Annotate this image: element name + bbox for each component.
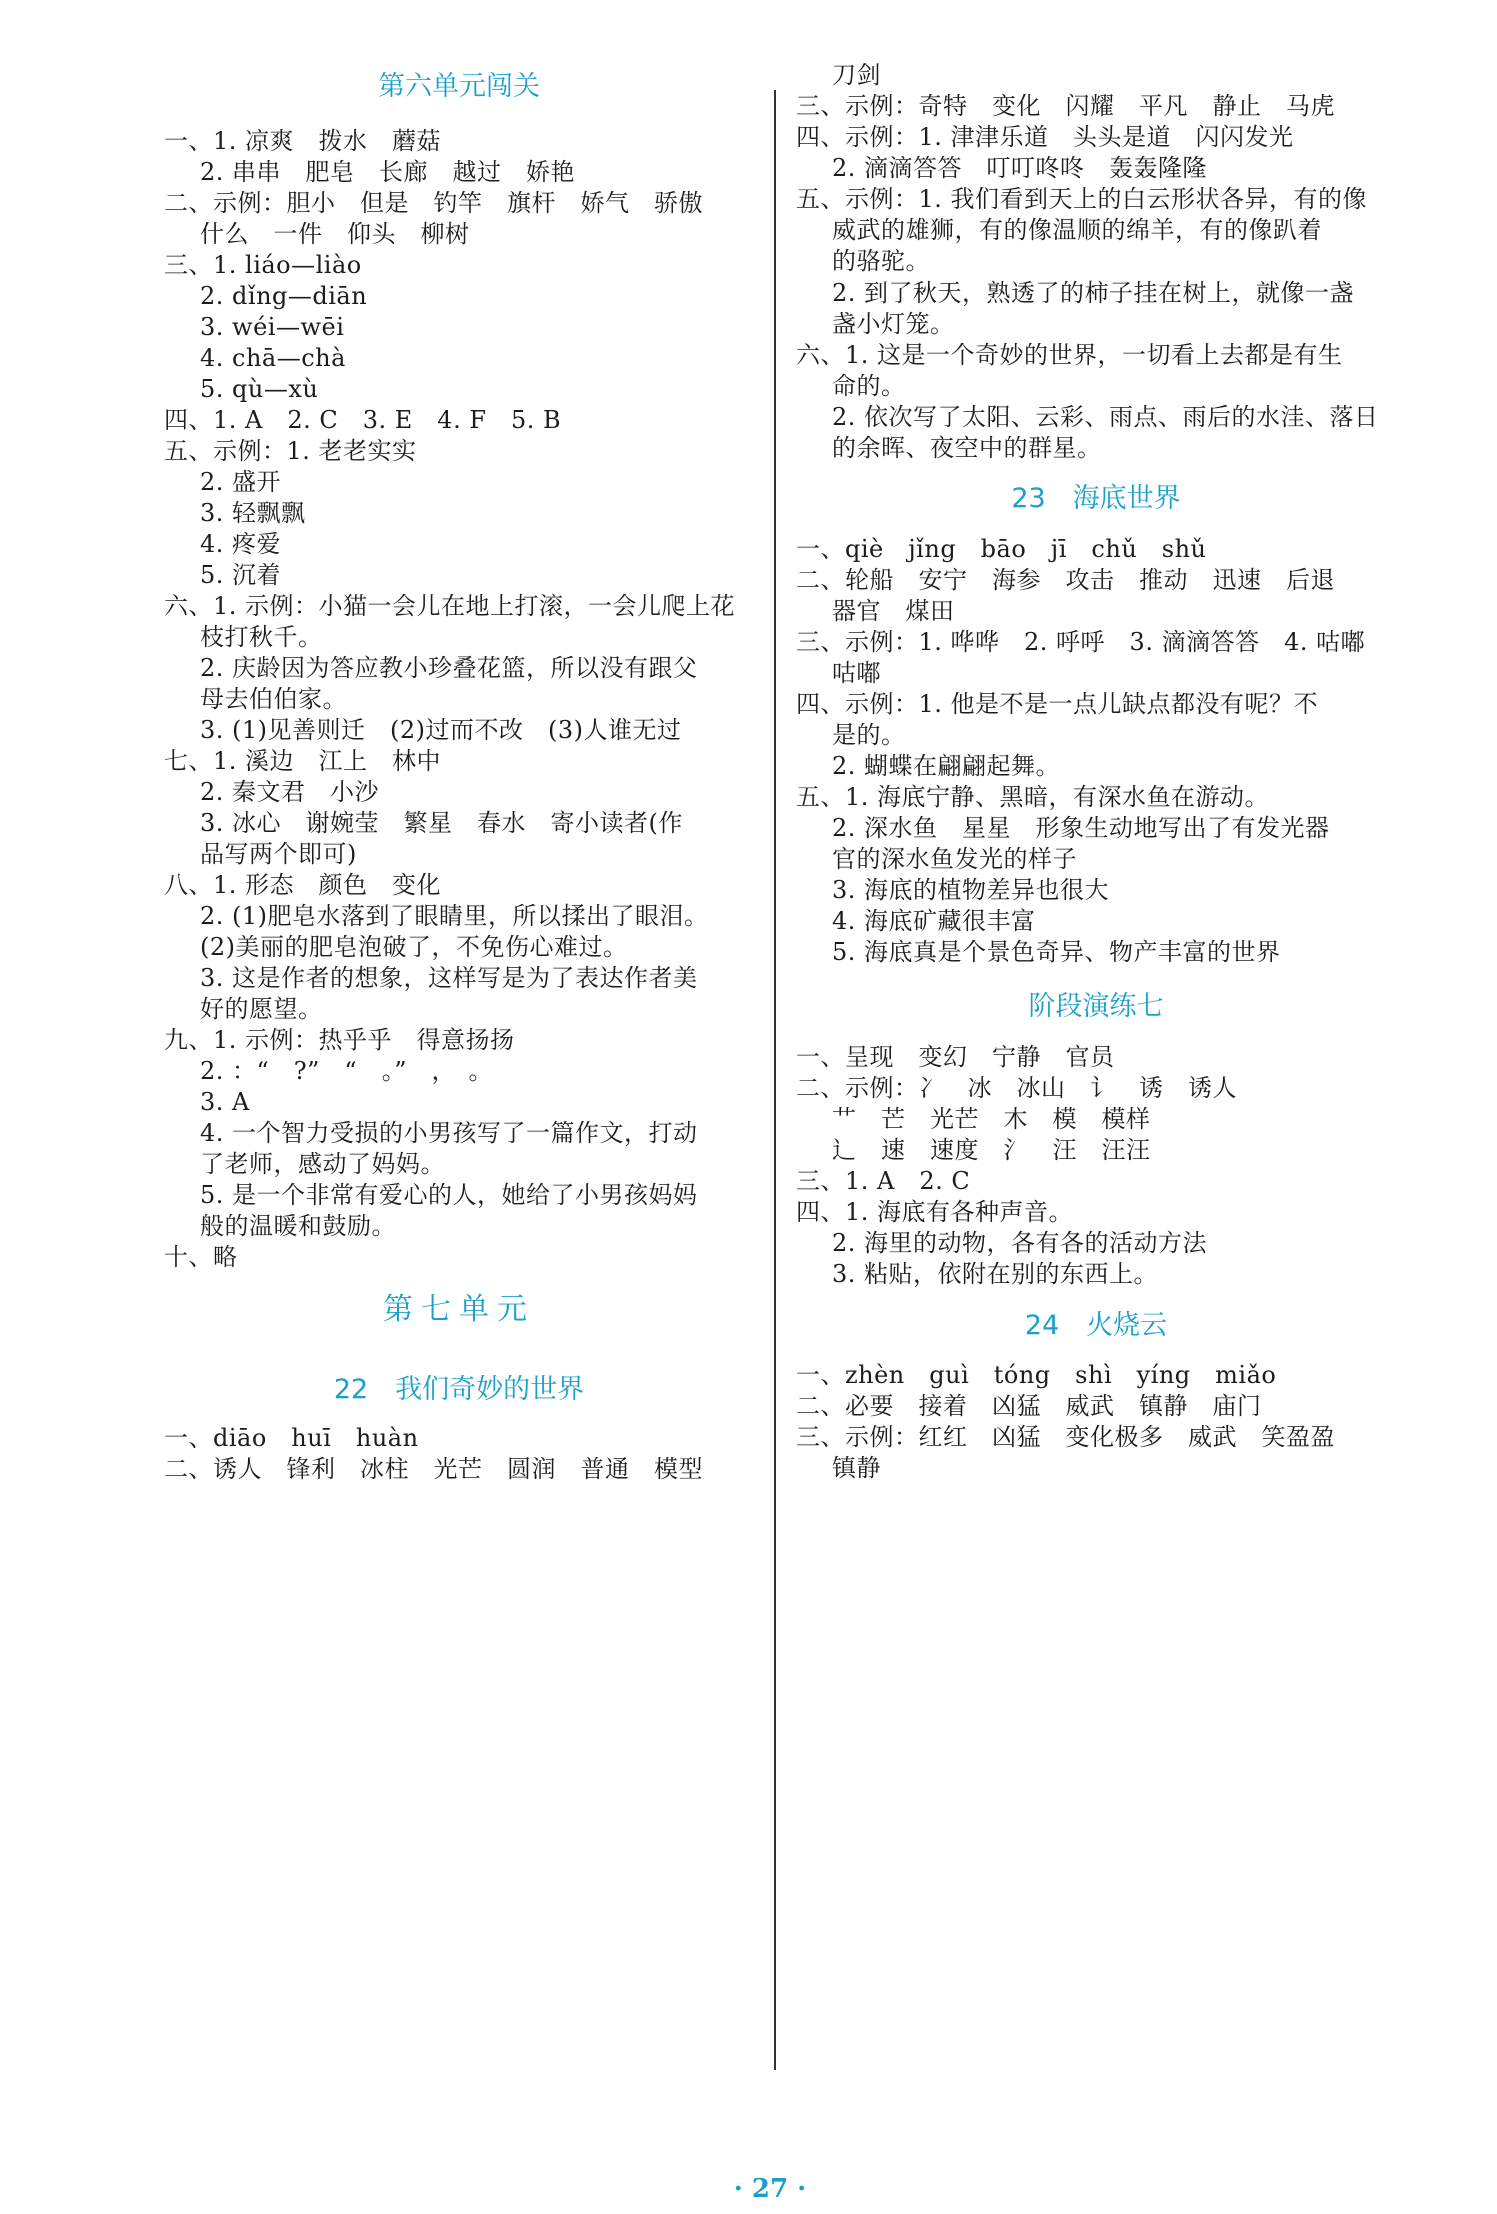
answer-line: 3. wéi—wēi xyxy=(200,313,345,341)
answer-line: 五、1. 海底宁静、黑暗，有深水鱼在游动。 xyxy=(796,783,1270,811)
answer-line: 命的。 xyxy=(832,372,906,400)
answer-line: 2. (1)肥皂水落到了眼睛里，所以揉出了眼泪。 xyxy=(200,902,709,930)
answer-line: 四、1. 海底有各种声音。 xyxy=(796,1198,1074,1226)
answer-line: 5. 海底真是个景色奇异、物产丰富的世界 xyxy=(832,938,1281,966)
answer-line: 十、略 xyxy=(164,1243,238,1271)
section-title-unit7: 第七单元 xyxy=(383,1292,535,1327)
answer-line: 3. A xyxy=(200,1088,250,1116)
answer-line: 官的深水鱼发光的样子 xyxy=(832,845,1077,873)
column-divider xyxy=(774,90,776,2070)
answer-line: 好的愿望。 xyxy=(200,995,323,1023)
answer-line: 4. 疼爱 xyxy=(200,530,282,558)
answer-line: 三、示例：红红 凶猛 变化极多 威武 笑盈盈 xyxy=(796,1423,1335,1451)
answer-line: 一、diāo huī huàn xyxy=(164,1424,419,1452)
answer-line: 二、示例：冫 冰 冰山 讠 诱 诱人 xyxy=(796,1074,1237,1102)
answer-line: 威武的雄狮，有的像温顺的绵羊，有的像趴着 xyxy=(832,216,1322,244)
answer-line: 2. 蝴蝶在翩翩起舞。 xyxy=(832,752,1061,780)
answer-line: 5. 是一个非常有爱心的人，她给了小男孩妈妈 xyxy=(200,1181,698,1209)
answer-line: 母去伯伯家。 xyxy=(200,685,347,713)
answer-line: 五、示例：1. 我们看到天上的白云形状各异，有的像 xyxy=(796,185,1368,213)
answer-line: 六、1. 示例：小猫一会儿在地上打滚，一会儿爬上花 xyxy=(164,592,736,620)
answer-line: 四、示例：1. 津津乐道 头头是道 闪闪发光 xyxy=(796,123,1294,151)
answer-line: 3. 冰心 谢婉莹 繁星 春水 寄小读者(作 xyxy=(200,809,683,837)
answer-line: 六、1. 这是一个奇妙的世界，一切看上去都是有生 xyxy=(796,341,1343,369)
answer-line: 2. 深水鱼 星星 形象生动地写出了有发光器 xyxy=(832,814,1330,842)
answer-line: 2. 依次写了太阳、云彩、雨点、雨后的水洼、落日 xyxy=(832,403,1379,431)
answer-line: (2)美丽的肥皂泡破了，不免伤心难过。 xyxy=(200,933,628,961)
answer-line: 2. 海里的动物，各有各的活动方法 xyxy=(832,1229,1208,1257)
answer-line: 是的。 xyxy=(832,721,906,749)
answer-line: 2. 滴滴答答 叮叮咚咚 轰轰隆隆 xyxy=(832,154,1208,182)
answer-line: 九、1. 示例：热乎乎 得意扬扬 xyxy=(164,1026,515,1054)
answer-line: 般的温暖和鼓励。 xyxy=(200,1212,396,1240)
answer-line: 盏小灯笼。 xyxy=(832,310,955,338)
answer-line: 2. 串串 肥皂 长廊 越过 娇艳 xyxy=(200,158,576,186)
answer-line: 2. 秦文君 小沙 xyxy=(200,778,380,806)
answer-line: 咕嘟 xyxy=(832,659,881,687)
lesson-title-23: 23 海底世界 xyxy=(1011,483,1181,514)
section-title-practice7: 阶段演练七 xyxy=(1028,991,1164,1022)
answer-line: 三、1. A 2. C xyxy=(796,1167,971,1195)
answer-line: 4. 一个智力受损的小男孩写了一篇作文，打动 xyxy=(200,1119,698,1147)
answer-line: 3. 海底的植物差异也很大 xyxy=(832,876,1110,904)
answer-line: 一、zhèn guì tóng shì yíng miǎo xyxy=(796,1361,1277,1389)
answer-line: 二、示例：胆小 但是 钓竿 旗杆 娇气 骄傲 xyxy=(164,189,703,217)
answer-line: 3. (1)见善则迁 (2)过而不改 (3)人谁无过 xyxy=(200,716,682,744)
answer-line: 艹 芒 光芒 木 模 模样 xyxy=(832,1105,1151,1133)
answer-line: 一、呈现 变幻 宁静 官员 xyxy=(796,1043,1115,1071)
answer-line: 三、示例：奇特 变化 闪耀 平凡 静止 马虎 xyxy=(796,92,1335,120)
answer-line: 什么 一件 仰头 柳树 xyxy=(200,220,470,248)
answer-line: 5. 沉着 xyxy=(200,561,282,589)
answer-line: 3. 这是作者的想象，这样写是为了表达作者美 xyxy=(200,964,698,992)
answer-line: 二、轮船 安宁 海参 攻击 推动 迅速 后退 xyxy=(796,566,1335,594)
answer-line: 二、必要 接着 凶猛 威武 镇静 庙门 xyxy=(796,1392,1262,1420)
answer-line: 二、诱人 锋利 冰柱 光芒 圆润 普通 模型 xyxy=(164,1455,703,1483)
answer-line: 2. dǐng—diān xyxy=(200,282,368,310)
answer-line: 四、1. A 2. C 3. E 4. F 5. B xyxy=(164,406,562,434)
answer-line: 3. 粘贴，依附在别的东西上。 xyxy=(832,1260,1159,1288)
answer-line: 的骆驼。 xyxy=(832,247,930,275)
answer-line: 七、1. 溪边 江上 林中 xyxy=(164,747,442,775)
answer-line: 4. chā—chà xyxy=(200,344,346,372)
answer-line: 五、示例：1. 老老实实 xyxy=(164,437,417,465)
answer-line: 一、qiè jǐng bāo jī chǔ shǔ xyxy=(796,535,1207,563)
answer-line: 2. 到了秋天，熟透了的柿子挂在树上，就像一盏 xyxy=(832,279,1355,307)
answer-line: 4. 海底矿藏很丰富 xyxy=(832,907,1036,935)
answer-line: 一、1. 凉爽 拨水 蘑菇 xyxy=(164,127,442,155)
answer-line: 了老师，感动了妈妈。 xyxy=(200,1150,445,1178)
answer-line: 三、1. liáo—liào xyxy=(164,251,362,279)
section-title-unit6: 第六单元闯关 xyxy=(378,71,540,102)
lesson-title-22: 22 我们奇妙的世界 xyxy=(333,1374,585,1405)
lesson-title-24: 24 火烧云 xyxy=(1024,1310,1168,1341)
answer-line: 2. 庆龄因为答应教小珍叠花篮，所以没有跟父 xyxy=(200,654,698,682)
answer-line: 枝打秋千。 xyxy=(200,623,323,651)
answer-line: 2. 盛开 xyxy=(200,468,282,496)
answer-line: 品写两个即可) xyxy=(200,840,357,868)
answer-line: 三、示例：1. 哗哗 2. 呼呼 3. 滴滴答答 4. 咕嘟 xyxy=(796,628,1366,656)
answer-line: 辶 速 速度 氵 汪 汪汪 xyxy=(832,1136,1151,1164)
answer-line: 器官 煤田 xyxy=(832,597,955,625)
answer-line: 2. ：“ ?” “ 。” ， 。 xyxy=(200,1057,493,1085)
answer-line: 3. 轻飘飘 xyxy=(200,499,306,527)
answer-line: 四、示例：1. 他是不是一点儿缺点都没有呢？不 xyxy=(796,690,1319,718)
answer-line: 镇静 xyxy=(832,1454,881,1482)
answer-line: 八、1. 形态 颜色 变化 xyxy=(164,871,442,899)
answer-line: 的余晖、夜空中的群星。 xyxy=(832,434,1102,462)
answer-line: 5. qù—xù xyxy=(200,375,319,403)
answer-line: 刀剑 xyxy=(832,61,881,89)
page-number: · 27 · xyxy=(733,2174,807,2204)
